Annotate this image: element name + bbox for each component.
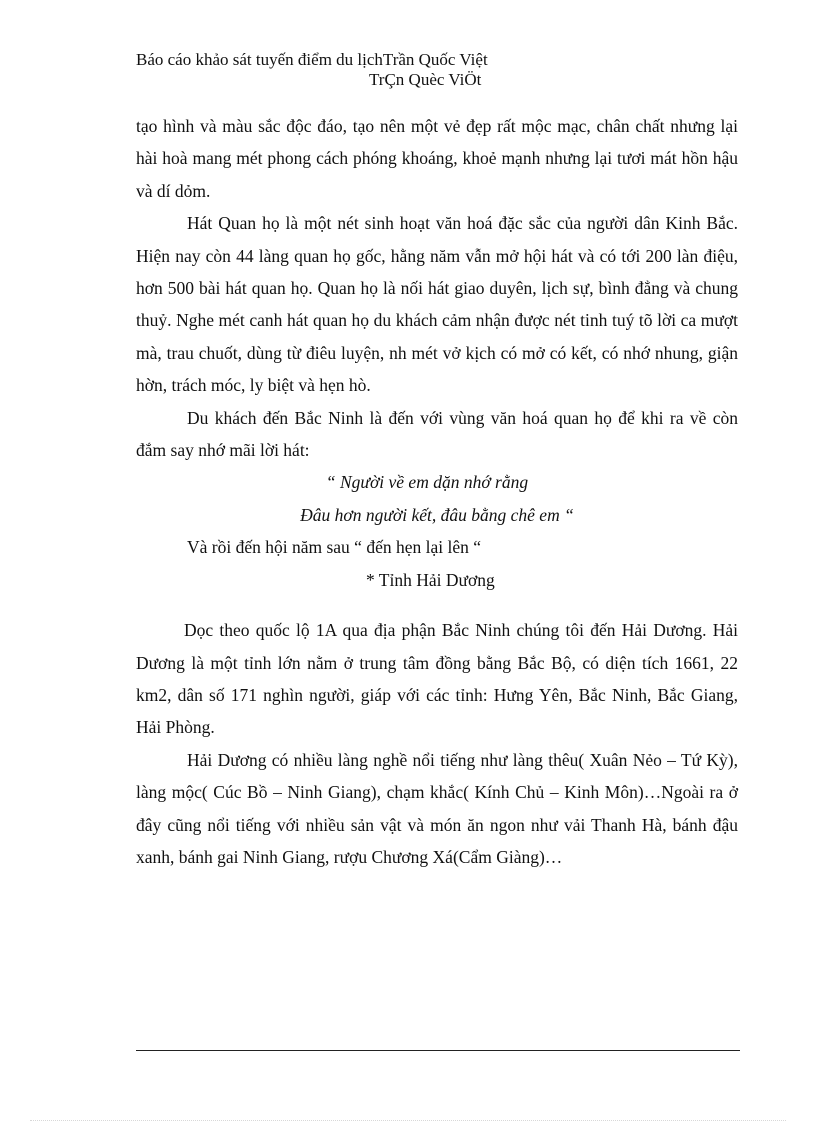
section-heading-hai-duong: * Tỉnh Hải Dương <box>366 569 495 590</box>
header-title: Báo cáo khảo sát tuyến điểm du lịchTrần Quốc Việt <box>136 50 488 69</box>
header-author: TrÇn Quèc ViÖt <box>369 70 482 89</box>
paragraph-quan-ho: Hát Quan họ là một nét sinh hoạt văn hoá đặc sắc của người dân Kinh Bắc. Hiện nay còn 44 làng quan họ gốc, hằng năm vẫn mở hội hát và có tới 200 làn điệu, hơn 500 bài hát quan họ. Quan họ là nối hát giao duyên, lịch sự, bình đẳng và chung thuỷ. Nghe mét canh hát quan họ du khách cảm nhận được nét tinh tuý tõ lời ca mượt mà, trau chuốt, dùng từ điêu luyện, nh mét vở kịch có mở có kết, có nhớ nhung, giận hờn, trách móc, ly biệt và hẹn hò. <box>136 213 738 396</box>
verse-line-2: Đâu hơn người kết, đâu bằng chê em “ <box>300 504 574 525</box>
festival-line: Và rồi đến hội năm sau “ đến hẹn lại lên “ <box>187 537 481 558</box>
paragraph-bac-ninh-visit: Du khách đến Bắc Ninh là đến với vùng văn hoá quan họ để khi ra về còn đắm say nhớ mãi lời hát: <box>136 407 738 461</box>
verse-line-1: “ Người về em dặn nhớ rằng <box>325 472 529 493</box>
section-spacer <box>136 596 738 614</box>
document-body <box>136 110 738 873</box>
paragraph-continuation: tạo hình và màu sắc độc đáo, tạo nên một vẻ đẹp rất mộc mạc, chân chất nhưng lại hài hoà mang mét phong cách phóng khoáng, khoẻ mạnh nhưng lại tươi mát hồn hậu và dí dỏm. <box>136 116 738 201</box>
footer-divider <box>136 1050 740 1051</box>
paragraph-hai-duong-crafts: Hải Dương có nhiều làng nghề nổi tiếng như làng thêu( Xuân Nẻo – Tứ Kỳ), làng mộc( Cúc Bồ – Ninh Giang), chạm khắc( Kính Chủ – Kinh Môn)…Ngoài ra ở đây cũng nổi tiếng với nhiều sản vật và món ăn ngon như vải Thanh Hà, bánh đậu xanh, bánh gai Ninh Giang, rượu Chương Xá(Cẩm Giàng)… <box>136 749 738 867</box>
page-bottom-edge <box>30 1120 786 1121</box>
paragraph-hai-duong-intro: Dọc theo quốc lộ 1A qua địa phận Bắc Ninh chúng tôi đến Hải Dương. Hải Dương là một tỉnh lớn nằm ở trung tâm đồng bằng Bắc Bộ, có diện tích 1661, 22 km2, dân số 171 nghìn người, giáp với các tỉnh: Hưng Yên, Bắc Ninh, Bắc Giang, Hải Phòng. <box>136 620 738 738</box>
page-header <box>136 50 736 90</box>
